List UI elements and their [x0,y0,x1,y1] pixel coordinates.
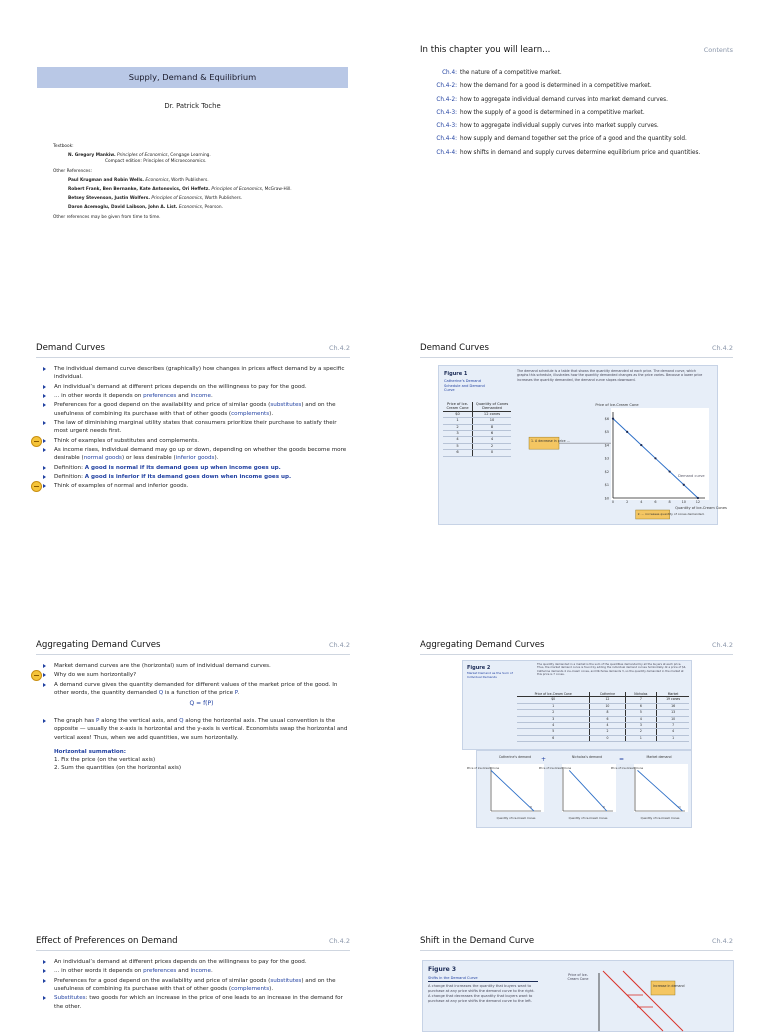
note-text: 2. ... increases quantity of cones demanded. [637,512,705,516]
data-point [669,470,671,472]
bullet-item: ... in other words it depends on preferences and income. [43,967,349,975]
figure-caption: A change that increases the quantity that buyers want to purchase at any price shifts the demand curve to the right. A change that decreases the quantity that buyers want to purchase at any price shifts the demand curve to the left. [428,984,535,1003]
bullet-item: Definition: A good is inferior if its demand goes down when income goes up. [43,473,349,481]
table-row: 2 8 5 13 [517,710,689,716]
bullet-item: ... in other words it depends on preferences and income. [43,392,349,400]
thinking-icon [31,481,42,492]
slide-header [36,936,350,952]
data-point [654,457,656,459]
slide-header [420,936,733,952]
bullet-item: Think of examples of substitutes and complements. [43,437,349,445]
table-row: 1 10 [443,418,511,424]
slide-heading: Aggregating Demand Curves [420,640,545,650]
figure-label: Figure 1 [444,371,468,377]
demand-schedule-table [443,402,511,457]
panel-bg [490,764,544,812]
slide-heading: Demand Curves [36,343,106,353]
y-tick-label: $0 [604,496,609,501]
data-point [683,484,685,486]
x-tick-label: 4 [640,500,643,504]
x-tick-label: 10 [681,500,686,504]
figure-label: Figure 2 [467,665,491,671]
bullet-list [43,365,349,492]
x-axis-label: Quantity of Ice-Cream Cones [675,506,727,510]
y-axis-label: Price of Ice-Cream Cone [567,973,589,982]
bullet-list [43,958,349,1012]
figure-2-graphs [466,750,692,828]
slide-heading: Demand Curves [420,343,490,353]
slide-header [420,640,733,656]
bullet-item: As income rises, individual demand may go up or down, depending on whether the goods become more desirable (normal goods) or less desirable (inferior goods). [43,446,349,463]
panel-title: Market demand [646,755,672,759]
table-row: 4 4 3 7 [517,723,689,729]
x-axis-label: Quantity of Ice-Cream Cones [568,816,608,820]
section-tag: Ch.4.2 [711,641,733,649]
demand-chart [527,400,727,522]
contents-list [428,67,738,160]
figure-1-panel [438,365,727,525]
bullet-item: The graph has P along the vertical axis, and Q along the horizontal axis. The usual convention is the opposite — usually the x-axis is horizontal and the y-axis is vertical. Economists swap the horizontal and vertical axes! Thus, when we add quantities, we sum horizontally. [43,717,349,742]
figure-2-panel [462,660,692,750]
figure-subtitle: Catherine’s Demand Schedule and Demand Curve [444,379,485,393]
increase-note: Increase in demand [653,984,685,988]
table-row: $0 12 7 19 cones [517,697,689,703]
ref-item: Paul Krugman and Robin Wells. Economics, Worth Publishers. [68,177,209,183]
author-name: Dr. Patrick Toche [164,102,221,110]
thinking-icon [31,670,42,681]
table-header: Price of Ice-Cream Cone [443,402,473,411]
figure-3-panel [422,960,734,1032]
references-list [53,142,343,222]
slide-shift-demand [420,936,733,1024]
section-tag: Ch.4.2 [328,344,350,352]
toc-item[interactable]: Ch.4-4: how shifts in demand and supply curves determine equilibrium price and quantities. [436,149,701,156]
y-tick-label: $2 [604,469,609,474]
demand-curve-d1 [603,971,663,1031]
x-tick-label: 6 [654,500,657,504]
toc-item[interactable]: Ch.4-3: how the supply of a good is determined in a competitive market. [436,109,645,116]
table-row: 3 6 [443,431,511,437]
data-point [697,497,699,499]
aggregation-charts [466,751,691,827]
textbook-label: Textbook: [53,144,74,149]
bullet-item: Preferences for a good depend on the availability and price of similar goods (substitutes) and on the usefulness of combining its purchase with that of other goods (complements). [43,401,349,418]
x-tick-label: 2 [626,500,629,504]
toc-item[interactable]: Ch.4: the nature of a competitive market. [442,70,562,76]
table-row: 3 6 4 10 [517,716,689,722]
y-tick-label: $1 [604,483,609,488]
slide-header [420,45,733,61]
table-header: Catherine [590,692,625,697]
panel-title: Nicholas’s demand [571,755,603,759]
table-header: Nicholas [625,692,657,697]
table-row: 6 0 1 1 [517,735,689,741]
data-point [640,444,642,446]
summation-step: 2. Sum the quantities (on the horizontal axis) [54,765,182,772]
curve-label: D [529,805,533,809]
slide-aggregating-figure [420,640,733,830]
bullet-item: An individual’s demand at different prices depends on the willingness to pay for the good. [43,383,349,391]
x-tick-label: 0 [611,500,615,504]
table-row: $0 12 cones [443,411,511,417]
bullet-item: Substitutes: two goods for which an increase in the price of one leads to an increase in the demand for the other. [43,994,349,1011]
figure-subtitle: Market Demand as the Sum of Individual Demands [467,671,513,679]
y-tick-label: $3 [604,456,609,461]
section-tag: Ch.4.2 [328,937,350,945]
curve-label: D [602,805,606,809]
table-row: 5 2 2 4 [517,729,689,735]
ref-item: Robert Frank, Ben Bernanke, Kate Antonovics, Ori Heffetz. Principles of Economics, McGraw-Hill. [68,187,292,193]
x-tick-label: 12 [695,500,701,504]
x-axis-label: Quantity of Ice-Cream Cones [496,816,536,820]
slide-header [36,343,350,359]
slide-heading: Effect of Preferences on Demand [36,936,178,946]
ref-item: Daron Acemoglu, David Laibson, John A. List. Economics, Pearson. [68,205,223,211]
table-row: 6 0 [443,450,511,456]
contents-link[interactable]: Contents [703,46,733,54]
toc-item[interactable]: Ch.4-3: how to aggregate individual supply curves into market supply curves. [436,123,659,130]
slide-heading: Aggregating Demand Curves [36,640,161,650]
y-tick-label: $6 [604,416,609,421]
y-axis-label: Price of Ice-Cream Cone [610,766,644,770]
figure-caption: The quantity demanded in a market is the sum of the quantities demanded by all the buyers at each price. Thus, the market demand curve is found by adding the individual demand curves horizontally. At a price of $4, Catherine demands 4 ice-cream cones, and Nicholas demands 3, so the quantity demanded in the market at this price is 7 cones. [537,662,687,677]
section-tag: Ch.4.2 [711,344,733,352]
toc-item[interactable]: Ch.4-4: how supply and demand together set the price of a good and the quantity sold. [436,136,687,143]
shift-chart [593,961,723,1031]
bullet-item: Definition: A good is normal if its demand goes up when income goes up. [43,464,349,472]
other-refs-label: Other References: [53,168,92,174]
table-row: 2 8 [443,424,511,430]
slide-demand-curves [22,343,350,543]
y-axis-label: Price of Ice-Cream Cone [595,403,639,407]
table-header: Price of Ice-Cream Cone [517,692,590,697]
y-axis-label: Price of Ice-Cream Cone [466,766,500,770]
slide-header [36,640,350,656]
plot-area [611,408,709,500]
x-axis-label: Quantity of Ice-Cream Cones [640,816,680,820]
slide-header [420,343,733,359]
ref-item: Betsey Stevenson, Justin Wolfers. Principles of Economics, Worth Publishers. [68,196,243,202]
textbook-ref: N. Gregory Mankiw. Principles of Economics, Cengage Learning. [68,153,211,159]
y-tick-label: $5 [604,430,609,435]
textbook-compact: Compact edition: Principles of Microeconomics. [105,159,207,165]
figure-subtitle: Shifts in the Demand Curve [428,976,538,982]
note-text: 1. A decrease in price ... [531,439,570,444]
bullet-item: An individual’s demand at different prices depends on the willingness to pay for the good. [43,958,349,966]
section-tag: Ch.4.2 [328,641,350,649]
y-tick-label: $4 [604,443,609,448]
curve-label: D [678,805,681,809]
slide-title-heading: Supply, Demand & Equilibrium [37,67,348,88]
bullet-item: Think of examples of normal and inferior goods. [43,482,349,490]
slide-aggregating-text [22,640,350,820]
slide-heading: Shift in the Demand Curve [420,936,535,946]
y-axis-label: Price of Ice-Cream Cone [538,766,572,770]
data-point [612,418,614,420]
bullet-item: A demand curve gives the quantity demanded for different values of the market price of the good. In other words, the quantity demanded Q is a function of the price P. [43,681,349,698]
table-row: 4 4 [443,437,511,443]
bullet-item: Market demand curves are the (horizontal) sum of individual demand curves. [43,662,349,670]
figure-caption: The demand schedule is a table that shows the quantity demanded at each price. The demand curve, which graphs this schedule, illustrates how the quantity demanded changes as the price varies. Because a lower price increases the quantity demanded, the demand curve slopes downward. [517,369,703,382]
summation-step: 1. Fix the price (on the vertical axis) [54,757,156,764]
bullet-item: The law of diminishing marginal utility states that consumers prioritize their purchase to satisfy their most urgent needs first. [43,419,349,436]
bullet-item: Why do we sum horizontally? [43,671,349,679]
table-row: 1 10 6 16 [517,703,689,709]
market-schedule-table [517,692,689,742]
refs-footer: Other references may be given from time to time. [53,214,161,220]
table-row: 5 2 [443,443,511,449]
bullet-item: Preferences for a good depend on the availability and price of similar goods (substitutes) and on the usefulness of combining its purchase with that of other goods (complements). [43,977,349,994]
slide-title [37,67,349,252]
summation-heading: Horizontal summation: [54,749,126,756]
toc-item[interactable]: Ch.4-2: how to aggregate individual demand curves into market demand curves. [436,96,668,103]
table-header: Market [657,692,689,697]
plus-sign: + [541,756,547,763]
slide-contents [420,45,733,205]
slide-demand-figure [420,343,733,533]
equals-sign: = [619,756,625,763]
toc-item[interactable]: Ch.4-2: how the demand for a good is determined in a competitive market. [436,83,652,90]
panel-title: Catherine’s demand [498,755,532,759]
demand-curve-d2 [623,971,683,1031]
x-tick-label: 8 [668,500,671,504]
curve-label: Demand curve [678,473,705,478]
slide-heading: In this chapter you will learn... [420,45,551,55]
table-header: Quantity of Cones Demanded [473,402,511,411]
section-tag: Ch.4.2 [711,937,733,945]
bullet-item: The individual demand curve describes (graphically) how changes in prices affect demand by a specific individual. [43,365,349,382]
formula: Q = f(P) [189,700,214,708]
thinking-icon [31,436,42,447]
figure-label: Figure 3 [428,966,457,973]
slide-preferences [22,936,350,1024]
data-point [626,431,628,433]
summation-block [43,748,349,772]
bullet-list [43,662,349,773]
